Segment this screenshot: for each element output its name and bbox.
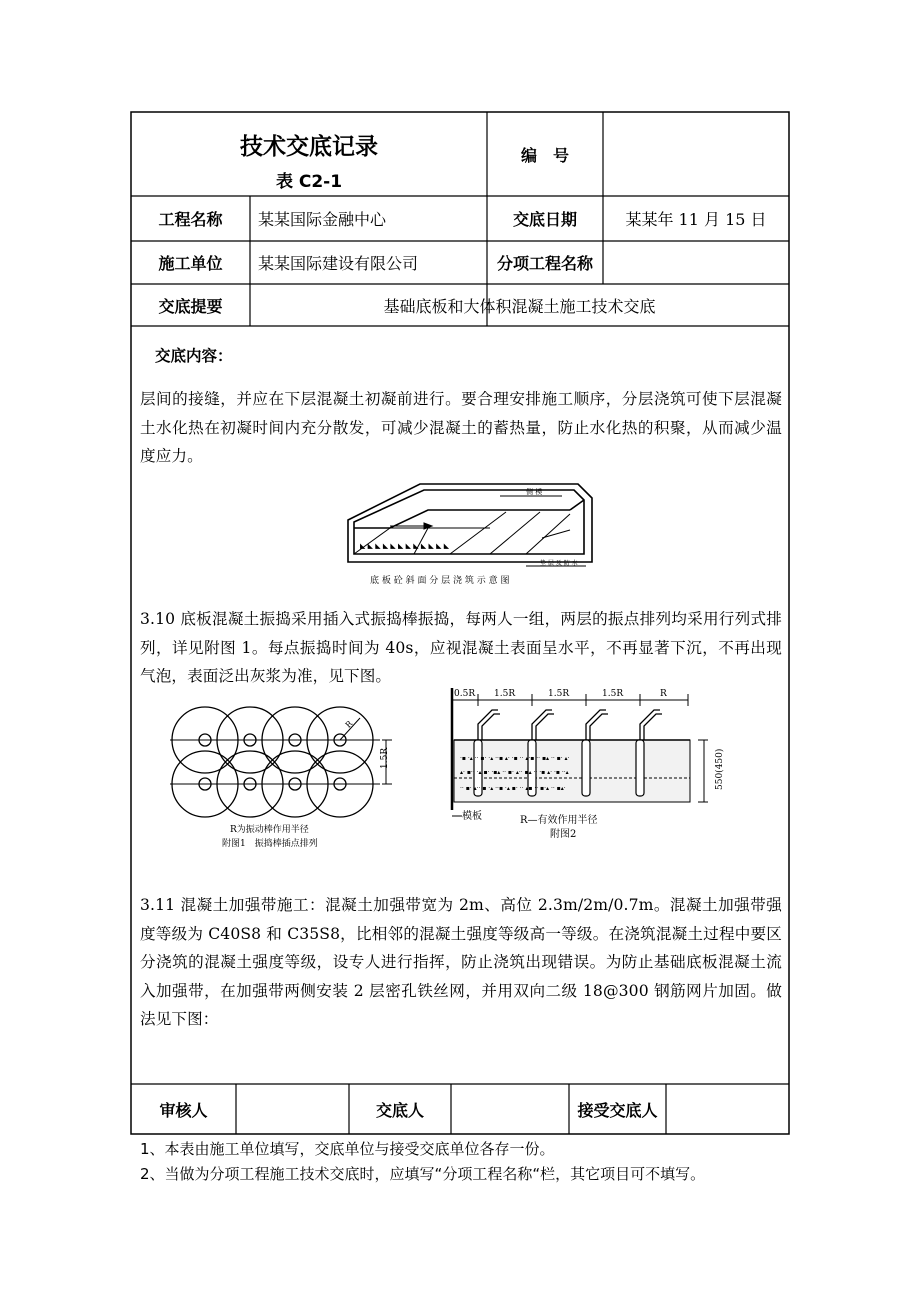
figure-vibrator-section [440,680,730,845]
figure-slope-pouring [330,470,600,590]
label-cushion: 垫 层 及 防 水 [540,560,578,567]
paragraph-vibration: 3.10 底板混凝土振捣采用插入式振捣棒振捣，每两人一组，两层的振点排列均采用行列式排列，详见附图 1。每点振捣时间为 40s，应视混凝土表面呈水平，不再显著下沉，不再出现气泡，表面泛出灰浆为准，见下图。 [140,610,782,685]
footnote-1: 1、本表由施工单位填写，交底单位与接受交底单位各存一份。 [140,1140,555,1158]
unit-value[interactable]: 某某国际建设有限公司 [258,254,419,273]
sub-project-value[interactable] [603,241,789,284]
formwork-label: 模板 [462,811,482,822]
form-code: 表 C2-1 [275,171,343,192]
receiver-label: 接受交底人 [577,1100,658,1120]
paragraph-layer-joint: 层间的接缝，并应在下层混凝土初凝前进行。要合理安排施工顺序，分层浇筑可使下层混凝土水化热在初凝时间内充分散发，可减少混凝土的蓄热量，防止水化热的积聚，从而减少温度应力。 [140,390,782,465]
summary-value[interactable]: 基础底板和大体积混凝土施工技术交底 [383,296,656,316]
number-label: 编 号 [520,145,569,165]
number-value[interactable] [603,112,789,196]
dim-1: 1.5R [494,689,516,699]
svg-text:▴· ▪·· ·▴ ▪· ·▪▴ ·· ▪· ▴·· ▪▴: ▴· ▪·· ·▴ ▪· ·▪▴ ·· ▪· ▴·· ▪▴ ·· ·▪ ▴· ·▪ ··▴ [460,769,569,776]
discloser-label: 交底人 [375,1100,424,1120]
dim-3: 1.5R [602,689,624,699]
svg-text:◣ ◣ ◣ ◣ ◣ ◣ ◣ ◣ ◣ ◣ ◣ ◣: ◣ ◣ ◣ ◣ ◣ ◣ ◣ ◣ ◣ ◣ ◣ ◣ [360,542,450,550]
figure1-caption: 底 板 砼 斜 面 分 层 浇 筑 示 意 图 [370,576,510,586]
date-value[interactable]: 某某年 11 月 15 日 [625,210,767,229]
reviewer-value[interactable] [236,1084,349,1134]
project-name-label: 工程名称 [158,210,223,229]
summary-label: 交底提要 [158,296,223,316]
figure3-caption: 附图2 [550,829,577,840]
figure3-note: R—有效作用半径 [520,815,598,826]
svg-text:·▪ ·▴ ·· ▪· ·▴ ··▪ ▴· ·▪ ·· ▴·: ·▪ ·▴ ·· ▪· ·▴ ··▪ ▴· ·▪ ·· ▴·▪ ·· ▪▴ ·· ▪· ▴· [460,755,570,762]
radius-label: R [343,719,355,730]
height-label: 550(450) [715,748,725,790]
paragraph-reinforcement-band: 3.11 混凝土加强带施工：混凝土加强带宽为 2m、高位 2.3m/2m/0.7m。混凝土加强带强度等级为 C40S8 和 C35S8，比相邻的混凝土强度等级高一等级。在浇筑混凝土过程中要区分浇筑的混凝土强度等级，设专人进行指挥，防止浇筑出现错误。为防止基础底板混凝土流入加强带，在加强带两侧安装 2 层密孔铁丝网，并用双向二级 18@300 钢筋网片加固。做法见下图： [140,896,782,1028]
dim-2: 1.5R [548,689,570,699]
figure-vibrator-points [160,700,400,860]
content-label: 交底内容： [155,347,233,365]
figure2-caption: 附图1 振捣棒插点排列 [222,839,318,849]
spacing-label: 1.5R [380,747,390,769]
project-name-value[interactable]: 某某国际金融中心 [258,210,387,229]
discloser-value[interactable] [451,1084,569,1134]
svg-text:·· ▪· ▴·· ▪ ·▴ ··▪ ·▴ ▪· ·· ▴▪: ·· ▪· ▴·· ▪ ·▴ ··▪ ·▴ ▪· ·· ▴▪ ·· ▪·▴ ·· ▪▴· [460,785,566,792]
label-side-form: 侧 模 [526,488,543,496]
footnote-2: 2、当做为分项工程施工技术交底时，应填写“分项工程名称“栏，其它项目可不填写。 [140,1165,706,1183]
dim-4: R [660,689,667,699]
reviewer-label: 审核人 [159,1100,208,1120]
dim-0: 0.5R [454,689,476,699]
receiver-value[interactable] [666,1084,789,1134]
date-label: 交底日期 [512,210,577,229]
unit-label: 施工单位 [158,254,223,273]
sub-project-label: 分项工程名称 [496,254,593,273]
form-title: 技术交底记录 [240,133,378,160]
figure2-note: R为振动棒作用半径 [230,825,309,835]
